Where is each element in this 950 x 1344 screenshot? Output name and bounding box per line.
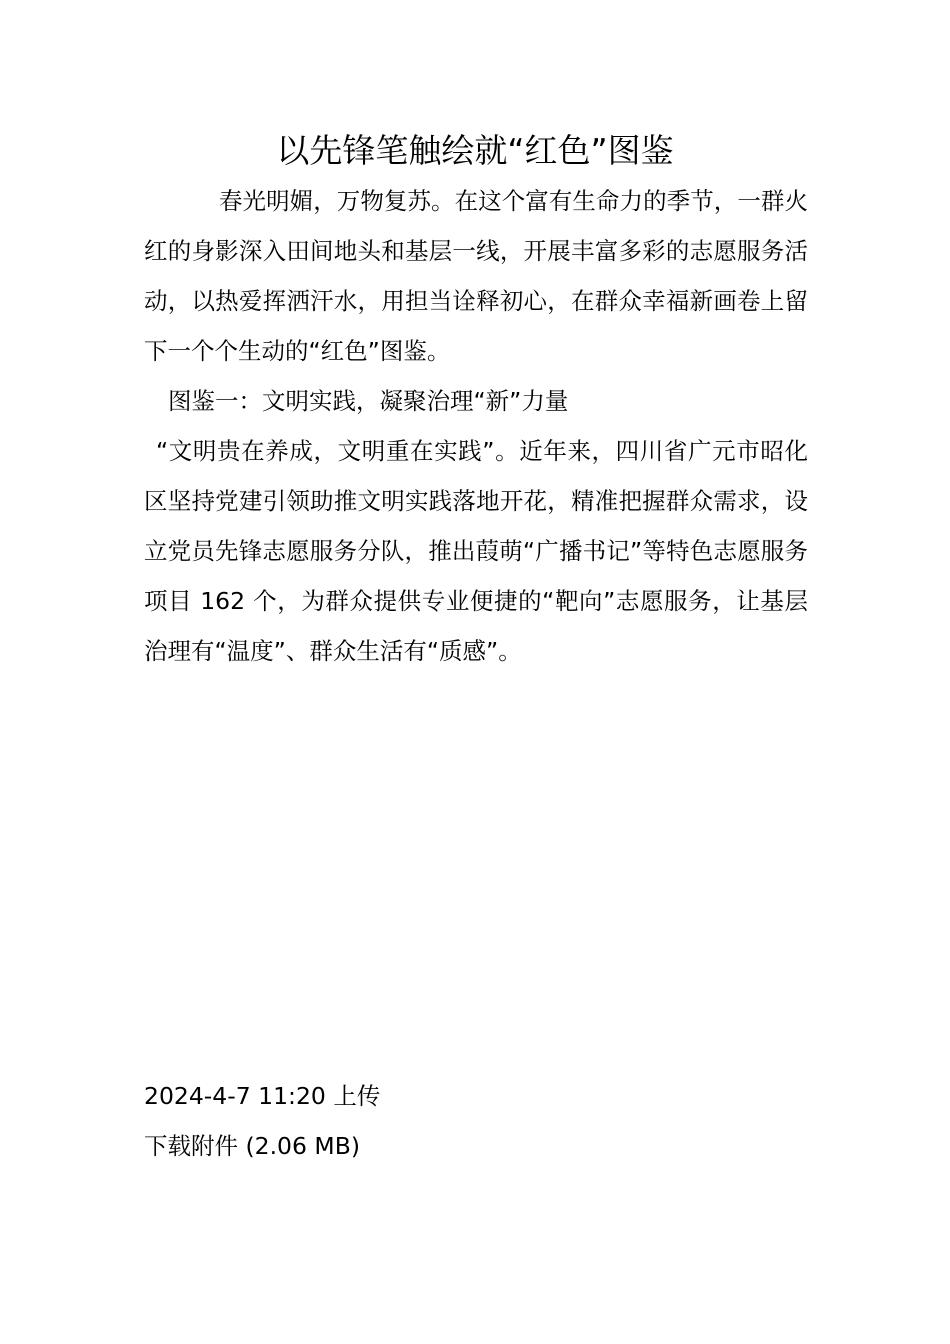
section-heading: 图鉴一：文明实践，凝聚治理“新”力量	[168, 387, 569, 415]
article-body	[144, 176, 808, 676]
article-title: 以先锋笔触绘就“红色”图鉴	[276, 131, 674, 170]
paragraph-section-one: “文明贵在养成，文明重在实践”。近年来，四川省广元市昭化区坚持党建引领助推文明实践落地开花，精准把握群众需求，设立党员先锋志愿服务分队，推出葭萌“广播书记”等特色志愿服务项目 162 个，为群众提供专业便捷的“靶向”志愿服务，让基层治理有“温度”、群众生活有“质感”。	[144, 437, 808, 665]
download-attachment-link[interactable]: 下载附件 (2.06 MB)	[144, 1132, 360, 1160]
upload-timestamp: 2024-4-7 11:20 上传	[144, 1082, 381, 1110]
paragraph-intro: 春光明媚，万物复苏。在这个富有生命力的季节，一群火红的身影深入田间地头和基层一线，开展丰富多彩的志愿服务活动，以热爱挥洒汗水，用担当诠释初心，在群众幸福新画卷上留下一个个生动的“红色”图鉴。	[144, 187, 808, 365]
